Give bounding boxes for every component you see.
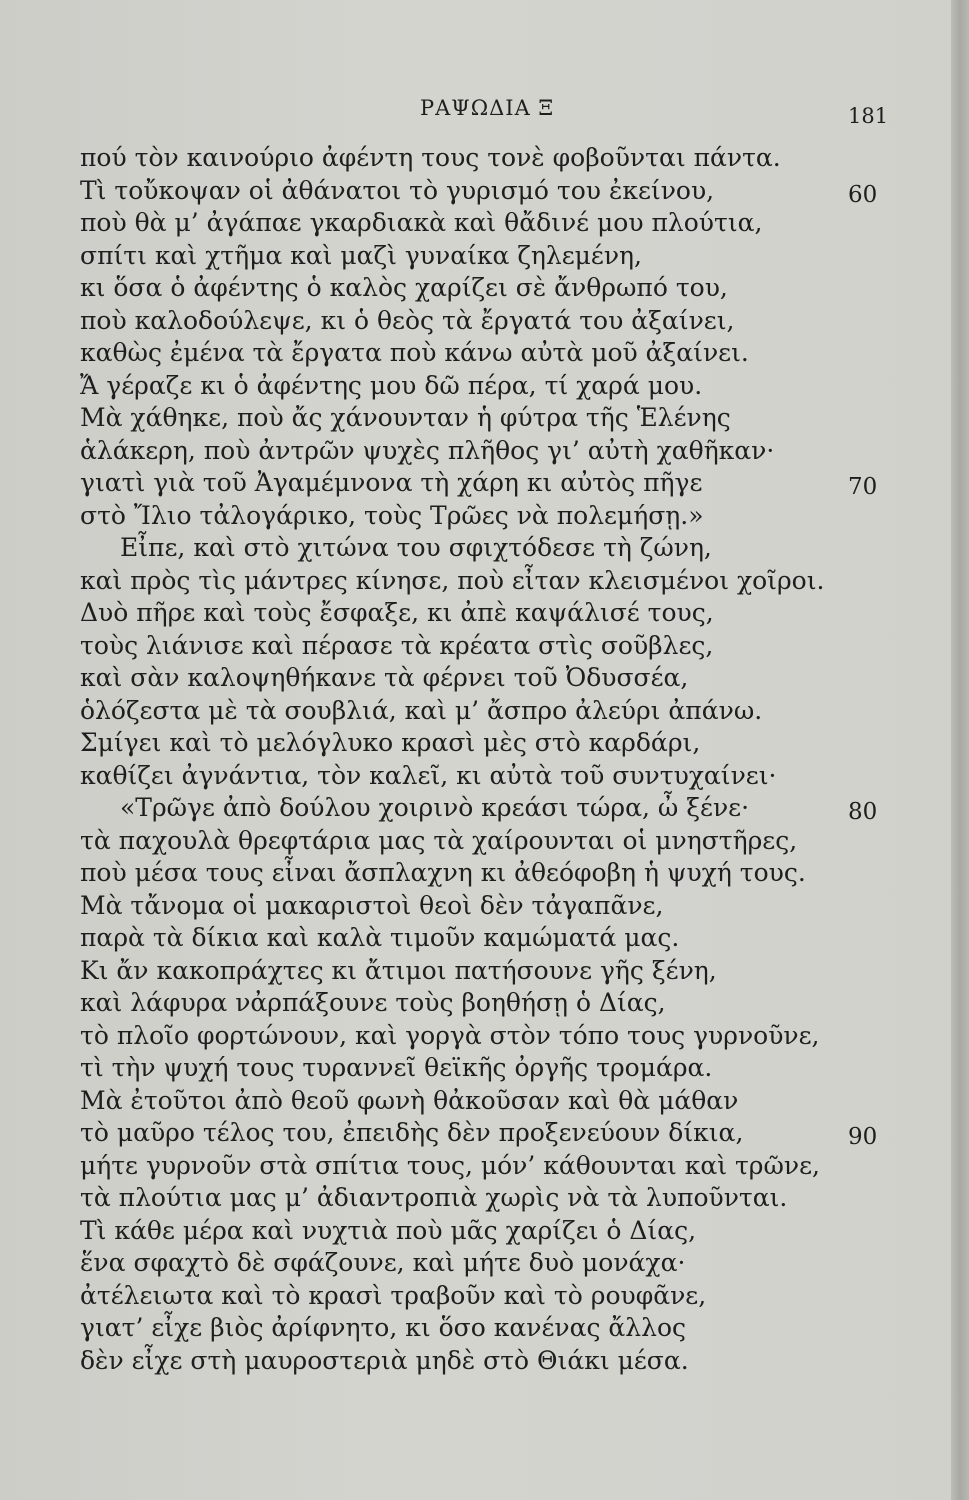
verse-line-text: τὸ μαῦρο τέλος του, ἐπειδὴς δὲν προξενεύουν δίκια, <box>80 1118 744 1147</box>
verse-line-text: ποὺ μέσα τους εἶναι ἄσπλαχνη κι ἀθεόφοβη ἡ ψυχή τους. <box>80 858 806 887</box>
verse-line <box>0 922 969 955</box>
verse-line <box>0 272 969 305</box>
line-number: 60 <box>848 181 878 208</box>
verse-line <box>0 955 969 988</box>
verse-line-text: τὰ πλούτια μας μ’ ἀδιαντροπιὰ χωρὶς νὰ τὰ λυποῦνται. <box>80 1183 788 1212</box>
verse-line-text: γιατὶ γιὰ τοῦ Ἀγαμέμνονα τὴ χάρη κι αὐτὸς πῆγε <box>80 468 703 497</box>
verse-line <box>0 597 969 630</box>
verse-line <box>0 1345 969 1378</box>
verse-line <box>0 370 969 403</box>
verse-line <box>0 1247 969 1280</box>
verse-line-text: γιατ’ εἶχε βιὸς ἀρίφνητο, κι ὅσο κανένας ἄλλος <box>80 1313 687 1342</box>
verse-line-text: στὸ Ἴλιο τἀλογάρικο, τοὺς Τρῶες νὰ πολεμήσῃ.» <box>80 500 704 530</box>
line-number: 70 <box>848 474 878 500</box>
verse-line-text: τοὺς λιάνισε καὶ πέρασε τὰ κρέατα στὶς σοῦβλες, <box>80 630 714 660</box>
verse-line <box>0 1020 969 1053</box>
verse-line-text: τὰ παχουλὰ θρεφτάρια μας τὰ χαίρουνται οἱ μνηστῆρες, <box>80 825 798 855</box>
verse-line-text: Τὶ τοὔκοψαν οἱ ἀθάνατοι τὸ γυρισμό του ἐκείνου, <box>80 175 715 205</box>
verse-line <box>0 175 969 208</box>
page-number: 181 <box>848 104 889 128</box>
verse-line <box>0 402 969 435</box>
running-head <box>0 96 969 126</box>
verse-line-text: μήτε γυρνοῦν στὰ σπίτια τους, μόν’ κάθουνται καὶ τρῶνε, <box>80 1150 820 1180</box>
verse-line <box>0 1182 969 1215</box>
verse-line <box>0 207 969 240</box>
verse-line-text: καὶ πρὸς τὶς μάντρες κίνησε, ποὺ εἶταν κλεισμένοι χοῖροι. <box>80 565 825 595</box>
verse-line <box>0 662 969 695</box>
verse-line-text: παρὰ τὰ δίκια καὶ καλὰ τιμοῦν καμώματά μας. <box>80 923 680 952</box>
verse-line <box>0 305 969 338</box>
verse-line-text: ἀτέλειωτα καὶ τὸ κρασὶ τραβοῦν καὶ τὸ ρουφᾶνε, <box>80 1280 707 1310</box>
verse-line <box>0 1312 969 1345</box>
verse-line-text: καθὼς ἐμένα τὰ ἔργατα ποὺ κάνω αὐτὰ μοῦ ἀξαίνει. <box>80 338 749 367</box>
verse-line-text: ἕνα σφαχτὸ δὲ σφάζουνε, καὶ μήτε δυὸ μονάχα· <box>80 1248 686 1277</box>
verse-line-text: Ἄ γέραζε κι ὁ ἀφέντης μου δῶ πέρα, τί χαρά μου. <box>80 370 703 400</box>
verse-line-text: «Τρῶγε ἀπὸ δούλου χοιρινὸ κρεάσι τώρα, ὦ ξένε· <box>120 793 750 822</box>
verse-line-text: πού τὸν καινούριο ἀφέντη τους τονὲ φοβοῦνται πάντα. <box>80 143 781 172</box>
verse-line <box>0 630 969 663</box>
verse-line <box>0 760 969 793</box>
verse-line <box>0 337 969 370</box>
verse-line-text: κι ὅσα ὁ ἀφέντης ὁ καλὸς χαρίζει σὲ ἄνθρωπό του, <box>80 273 728 302</box>
line-number: 80 <box>848 799 878 825</box>
verse-line-text: ποὺ θὰ μ’ ἀγάπαε γκαρδιακὰ καὶ θἄδινέ μου πλούτια, <box>80 208 763 237</box>
verse-line <box>0 825 969 858</box>
verse-line-text: τὶ τὴν ψυχή τους τυραννεῖ θεϊκῆς ὀργῆς τρομάρα. <box>80 1053 713 1082</box>
verse-line <box>0 435 969 468</box>
verse-line-text: δὲν εἶχε στὴ μαυροστεριὰ μηδὲ στὸ Θιάκι μέσα. <box>80 1345 689 1375</box>
verse-line <box>0 695 969 728</box>
verse-line-text: ὁλόζεστα μὲ τὰ σουβλιά, καὶ μ’ ἄσπρο ἀλεύρι ἀπάνω. <box>80 695 763 725</box>
verse-line <box>0 1150 969 1183</box>
verse-line <box>0 467 969 500</box>
verse-line <box>0 500 969 533</box>
verse-line <box>0 1280 969 1313</box>
verse-line-text: ποὺ καλοδούλεψε, κι ὁ θεὸς τὰ ἔργατά του ἀξαίνει, <box>80 305 735 335</box>
verse-line <box>0 727 969 760</box>
verse-text <box>0 142 969 1377</box>
verse-line-text: σπίτι καὶ χτῆμα καὶ μαζὶ γυναίκα ζηλεμένη, <box>80 240 642 270</box>
verse-line-text: τὸ πλοῖο φορτώνουν, καὶ γοργὰ στὸν τόπο τους γυρνοῦνε, <box>80 1020 820 1050</box>
verse-line-text: Τὶ κάθε μέρα καὶ νυχτιὰ ποὺ μᾶς χαρίζει ὁ Δίας, <box>80 1215 697 1245</box>
verse-line-text: Κι ἄν κακοπράχτες κι ἄτιμοι πατήσουνε γῆς ξένη, <box>80 955 717 985</box>
chapter-title: ΡΑΨΩΔΙΑ Ξ <box>420 96 555 120</box>
verse-line <box>0 1085 969 1118</box>
verse-line <box>0 1052 969 1085</box>
verse-line <box>0 240 969 273</box>
verse-line-text: Σμίγει καὶ τὸ μελόγλυκο κρασὶ μὲς στὸ καρδάρι, <box>80 728 701 757</box>
verse-line <box>0 1117 969 1150</box>
verse-line <box>0 565 969 598</box>
verse-line-text: καὶ σὰν καλοψηθήκανε τὰ φέρνει τοῦ Ὀδυσσέα, <box>80 663 689 692</box>
verse-line <box>0 1215 969 1248</box>
verse-line <box>0 890 969 923</box>
verse-line <box>0 142 969 175</box>
verse-line-text: Μὰ ἐτοῦτοι ἀπὸ θεοῦ φωνὴ θἀκοῦσαν καὶ θὰ μάθαν <box>80 1085 739 1115</box>
line-number: 90 <box>848 1124 878 1150</box>
verse-line <box>0 857 969 890</box>
verse-line-text: Μὰ τἄνομα οἱ μακαριστοὶ θεοὶ δὲν τἀγαπᾶνε, <box>80 890 664 920</box>
verse-line-text: ἁλάκερη, ποὺ ἀντρῶν ψυχὲς πλῆθος γι’ αὐτὴ χαθῆκαν· <box>80 435 775 465</box>
verse-line-text: καθίζει ἀγνάντια, τὸν καλεῖ, κι αὐτὰ τοῦ συντυχαίνει· <box>80 760 777 790</box>
verse-line <box>0 987 969 1020</box>
verse-line-text: Μὰ χάθηκε, ποὺ ἄς χάνουνταν ἡ φύτρα τῆς Ἑλένης <box>80 403 731 432</box>
verse-line-text: Δυὸ πῆρε καὶ τοὺς ἔσφαξε, κι ἀπὲ καψάλισέ τους, <box>80 598 714 627</box>
verse-line <box>0 792 969 825</box>
verse-line-text: καὶ λάφυρα νἀρπάξουνε τοὺς βοηθήσῃ ὁ Δίας, <box>80 988 666 1017</box>
verse-line <box>0 532 969 565</box>
verse-line-text: Εἶπε, καὶ στὸ χιτώνα του σφιχτόδεσε τὴ ζώνη, <box>120 533 712 562</box>
